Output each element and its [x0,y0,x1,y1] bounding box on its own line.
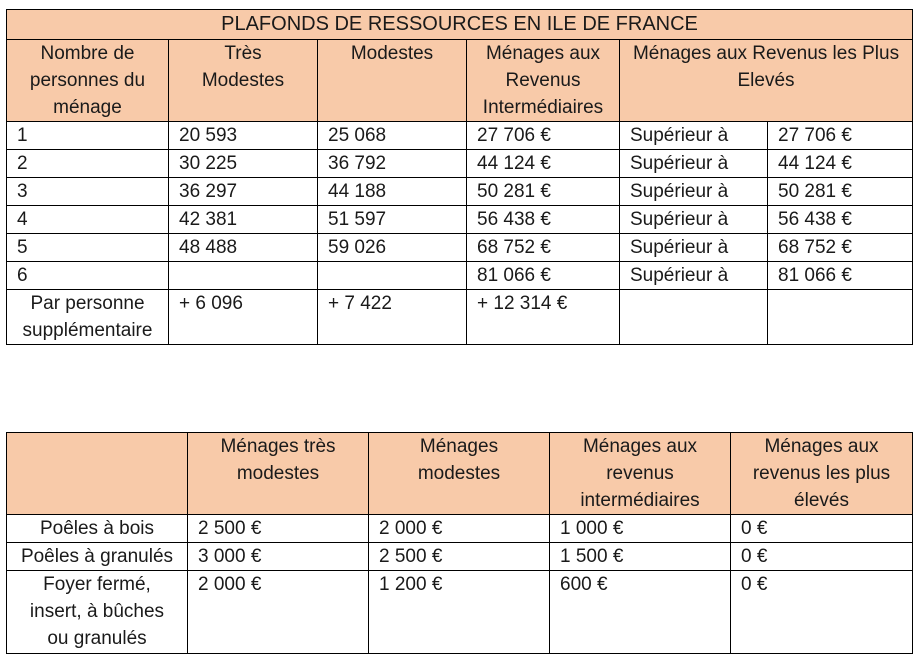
intermediaires-cell: 27 706 € [467,122,620,150]
header-line: modestes [236,463,320,484]
header-plus-eleves [731,433,913,515]
tres-modestes-cell: 30 225 [169,150,318,178]
intermediaires-cell: 44 124 € [467,150,620,178]
table-row [7,178,913,206]
persons-cell: 6 [7,262,169,290]
table-row [7,234,913,262]
header-line: Très [224,43,262,64]
intermediaires-cell: 1 000 € [550,515,731,543]
header-line: modestes [417,463,501,484]
header-modestes [318,40,467,122]
header-line: Ménages aux [485,43,601,64]
tres-modestes-cell: 20 593 [169,122,318,150]
table-row [7,571,913,654]
modestes-cell: 44 188 [318,178,467,206]
header-modestes [369,433,550,515]
persons-cell: 2 [7,150,169,178]
label-line: supplémentaire [22,320,153,341]
header-line: intermédiaires [580,490,700,511]
tres-modestes-cell: 48 488 [169,234,318,262]
superieur-label-cell: Supérieur à [620,178,768,206]
header-line: Elevés [737,70,795,91]
superieur-label-cell: Supérieur à [620,206,768,234]
header-line: Modestes [201,70,285,91]
header-line: Ménages très [220,436,336,457]
header-intermediaires [467,40,620,122]
resource-ceilings-table [6,9,913,345]
plus-eleves-cell: 0 € [731,571,913,654]
label-line: Poêles à granulés [20,546,174,567]
modestes-cell: 59 026 [318,234,467,262]
superieur-value-cell: 56 438 € [768,206,913,234]
extra-label [7,290,169,345]
intermediaires-cell: 50 281 € [467,178,620,206]
extra-modestes: + 7 422 [318,290,467,345]
plus-eleves-cell: 0 € [731,543,913,571]
table-row [7,543,913,571]
superieur-value-cell: 44 124 € [768,150,913,178]
subsidy-table [6,432,913,654]
persons-cell: 4 [7,206,169,234]
header-line: Revenus [505,70,581,91]
persons-cell: 1 [7,122,169,150]
superieur-label-cell: Supérieur à [620,234,768,262]
label-line: ou granulés [47,628,147,649]
tres-modestes-cell: 3 000 € [188,543,369,571]
extra-empty-cell [768,290,913,345]
header-line: élevés [794,490,849,511]
header-line: Ménages aux Revenus les Plus [632,43,900,64]
header-persons [7,40,169,122]
header-line: revenus les plus [752,463,891,484]
superieur-label-cell: Supérieur à [620,262,768,290]
modestes-cell: 25 068 [318,122,467,150]
tres-modestes-cell: 2 500 € [188,515,369,543]
table-row-extra [7,290,913,345]
header-line: Intermédiaires [482,97,604,118]
header-line: Ménages aux [764,436,879,457]
header-intermediaires [550,433,731,515]
header-line: Modestes [350,43,434,64]
plus-eleves-cell: 0 € [731,515,913,543]
extra-intermediaires: + 12 314 € [467,290,620,345]
row-label [7,515,188,543]
header-line: revenus [606,463,674,484]
header-line: personnes du [29,70,146,91]
header-line: Ménages aux [582,436,698,457]
superieur-label-cell: Supérieur à [620,150,768,178]
table-title: PLAFONDS DE RESSOURCES EN ILE DE FRANCE [7,10,913,40]
superieur-label-cell: Supérieur à [620,122,768,150]
intermediaires-cell: 81 066 € [467,262,620,290]
header-plus-eleves [620,40,913,122]
row-label [7,571,188,654]
label-line: insert, à bûches [29,601,165,622]
persons-cell: 3 [7,178,169,206]
intermediaires-cell: 56 438 € [467,206,620,234]
superieur-value-cell: 68 752 € [768,234,913,262]
persons-cell: 5 [7,234,169,262]
superieur-value-cell: 27 706 € [768,122,913,150]
table-row [7,122,913,150]
superieur-value-cell: 81 066 € [768,262,913,290]
label-line: Par personne [30,293,145,314]
header-line: Nombre de [40,43,135,64]
header-line: Ménages [419,436,499,457]
intermediaires-cell: 600 € [550,571,731,654]
modestes-cell: 36 792 [318,150,467,178]
modestes-cell: 2 000 € [369,515,550,543]
header-tres-modestes [188,433,369,515]
table-row [7,515,913,543]
tres-modestes-cell [169,262,318,290]
row-label [7,543,188,571]
table-row [7,206,913,234]
extra-empty-cell [620,290,768,345]
extra-tres-modestes: + 6 096 [169,290,318,345]
tres-modestes-cell: 36 297 [169,178,318,206]
modestes-cell: 51 597 [318,206,467,234]
table-row [7,150,913,178]
header-line: ménage [53,97,122,118]
modestes-cell: 2 500 € [369,543,550,571]
superieur-value-cell: 50 281 € [768,178,913,206]
intermediaires-cell: 68 752 € [467,234,620,262]
label-line: Poêles à bois [39,518,155,539]
tres-modestes-cell: 42 381 [169,206,318,234]
table-row [7,262,913,290]
header-tres-modestes [169,40,318,122]
tres-modestes-cell: 2 000 € [188,571,369,654]
intermediaires-cell: 1 500 € [550,543,731,571]
header-empty [7,433,188,515]
modestes-cell: 1 200 € [369,571,550,654]
modestes-cell [318,262,467,290]
label-line: Foyer fermé, [43,574,151,595]
